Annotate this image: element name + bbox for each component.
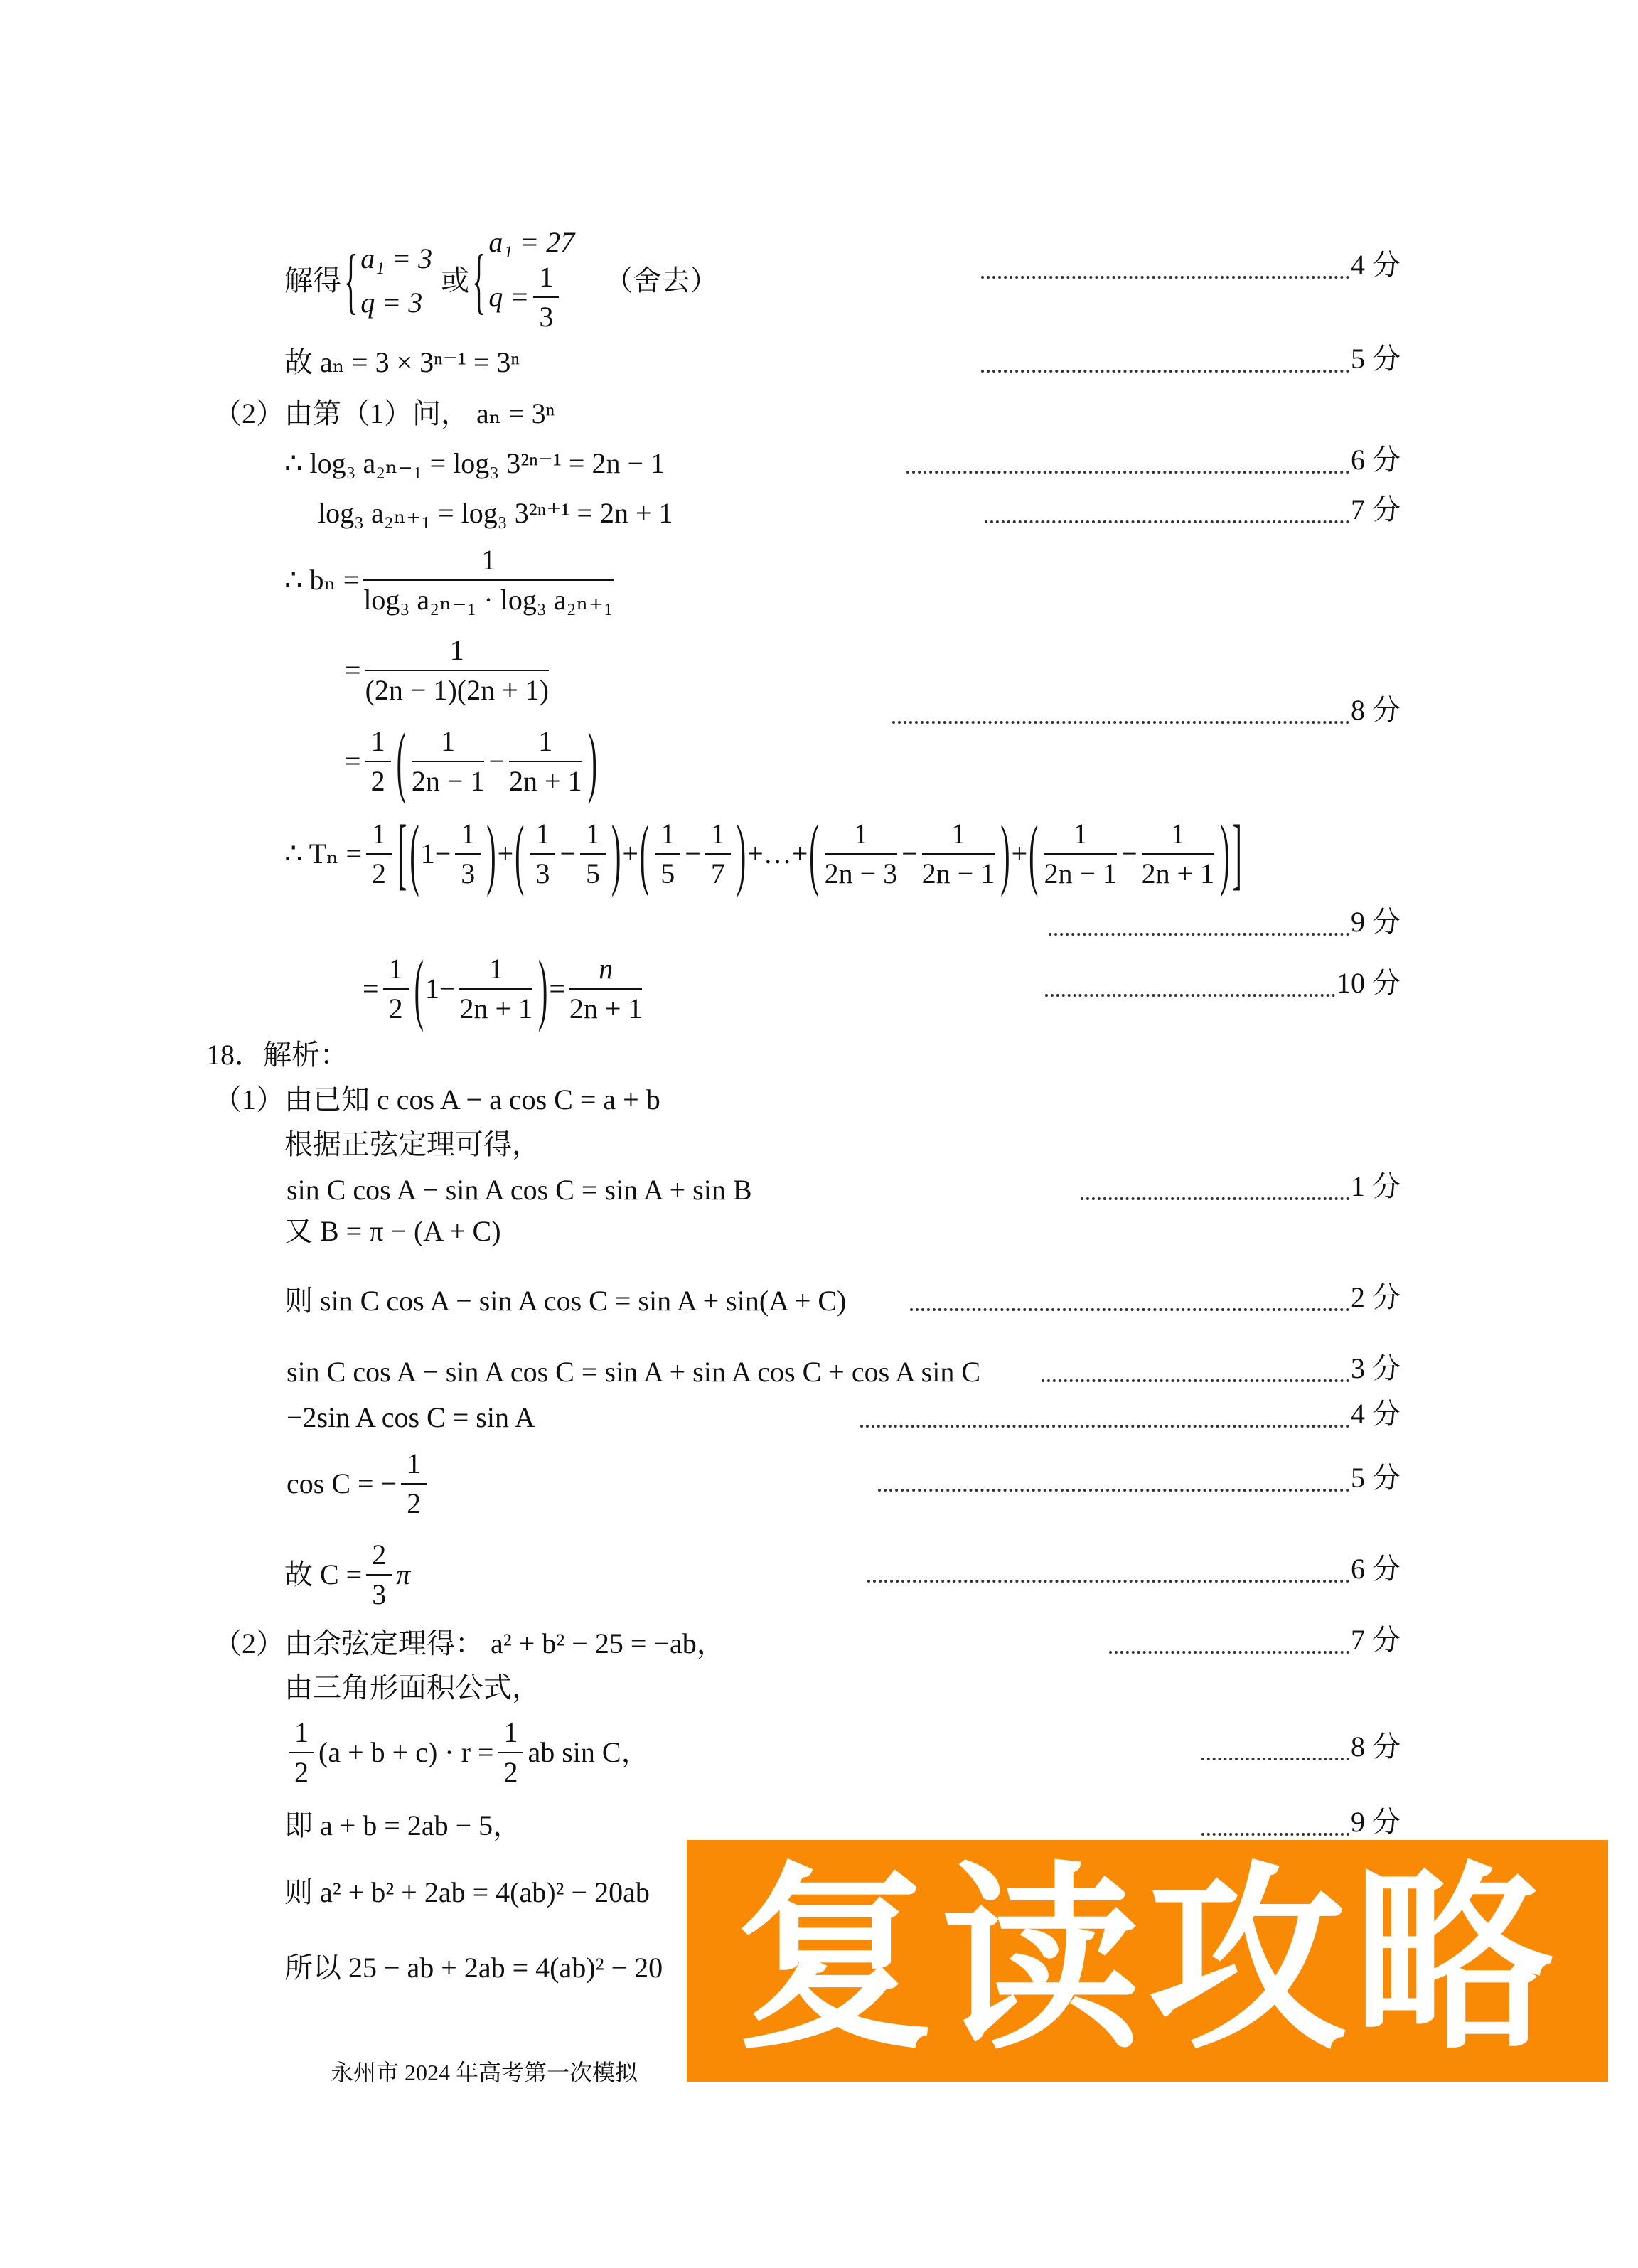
score-10 <box>1045 967 1401 1001</box>
page-footer: 永州市 2024 年高考第一次模拟 <box>331 2060 638 2085</box>
score-5 <box>981 343 1401 377</box>
equals: = <box>549 973 565 1005</box>
bn-def <box>284 544 618 616</box>
equals: = <box>345 745 361 777</box>
num: 1 <box>365 634 549 671</box>
fraction <box>580 818 606 890</box>
q18-sine-law: 根据正弦定理可得， <box>284 1128 540 1160</box>
paren: ( <box>410 808 419 898</box>
equals: = <box>345 654 361 686</box>
num: 1 <box>363 544 614 581</box>
paren: ) <box>736 808 746 898</box>
score-label: 5 分 <box>1351 343 1401 375</box>
pi: π <box>396 1558 411 1590</box>
num: 1 <box>365 725 391 762</box>
score-label: 6 分 <box>1351 1553 1401 1585</box>
end: ab sin C， <box>528 1736 650 1768</box>
bn-step2 <box>345 634 553 707</box>
fraction <box>922 818 995 890</box>
paren: ) <box>611 808 621 898</box>
q18-cosine-law: （2）由余弦定理得： a² + b² − 25 = −ab， <box>213 1627 725 1659</box>
num: 1 <box>530 818 555 855</box>
den: 2n + 1 <box>569 993 643 1025</box>
score-9 <box>1049 906 1401 940</box>
mid: (a + b + c) · r = <box>318 1736 494 1768</box>
den: 2 <box>388 993 403 1025</box>
log-even: log₃ a₂ₙ₊₁ = log₃ 3²ⁿ⁺¹ = 2n + 1 <box>318 497 673 529</box>
den: 5 <box>660 857 675 889</box>
dot-leader <box>867 1580 1349 1583</box>
q18-eq4: −2sin A cos C = sin A <box>287 1401 535 1433</box>
fraction <box>412 725 485 798</box>
num: 1 <box>922 818 995 855</box>
score-label: 1 分 <box>1351 1170 1401 1202</box>
num: 1 <box>509 725 582 762</box>
fraction <box>533 261 559 333</box>
score-8b <box>1201 1731 1401 1765</box>
an-formula: 故 aₙ = 3 × 3ⁿ⁻¹ = 3ⁿ <box>284 346 520 378</box>
num: 1 <box>455 818 481 855</box>
text-discard: （舍去） <box>604 264 719 296</box>
score-label: 9 分 <box>1351 1806 1401 1838</box>
tn-sum <box>284 808 1243 898</box>
den: 2n − 1 <box>411 765 485 797</box>
term: 1 <box>424 973 439 1005</box>
num: 1 <box>459 953 532 990</box>
q18-area-intro: 由三角形面积公式， <box>284 1671 540 1703</box>
minus: − <box>560 838 577 870</box>
den: (2n − 1)(2n + 1) <box>365 674 549 706</box>
score-8 <box>892 694 1401 728</box>
q18-sum-eq: 即 a + b = 2ab − 5， <box>284 1809 522 1841</box>
dot-leader <box>1042 1379 1349 1382</box>
fraction <box>366 1539 392 1611</box>
paren: ( <box>809 808 819 898</box>
den: 2n − 3 <box>824 857 898 889</box>
fraction <box>401 1448 427 1520</box>
eq-a1: a₁ = 3 <box>360 242 433 274</box>
q18-cosc <box>287 1448 431 1520</box>
fraction <box>530 818 555 890</box>
den: 2 <box>407 1487 422 1519</box>
paren: ( <box>639 808 650 898</box>
paren: ( <box>1029 808 1039 898</box>
num: 1 <box>412 725 485 762</box>
den: 2n − 1 <box>921 857 995 889</box>
dot-leader <box>910 1308 1349 1311</box>
score-label: 3 分 <box>1351 1352 1401 1384</box>
num: 1 <box>401 1448 427 1485</box>
watermark-text: 复读攻略 <box>735 1845 1560 2077</box>
num: 1 <box>1044 818 1118 855</box>
score-label: 6 分 <box>1351 444 1401 476</box>
plus: + <box>1011 838 1028 870</box>
den: 2n + 1 <box>509 765 582 797</box>
brace: { <box>344 238 358 322</box>
q18-c-value <box>284 1539 410 1611</box>
dot-leader <box>860 1425 1349 1428</box>
bn-lhs: ∴ bₙ = <box>284 564 360 596</box>
score-1 <box>1081 1170 1401 1204</box>
den: 2 <box>370 765 385 797</box>
dot-leader <box>1049 933 1349 936</box>
score-4 <box>981 249 1401 283</box>
fraction-half <box>366 818 392 890</box>
score-label: 7 分 <box>1351 493 1401 525</box>
den: 2 <box>294 1756 309 1788</box>
fraction <box>705 818 731 890</box>
plus: + <box>622 838 638 870</box>
paren: ) <box>486 808 496 898</box>
dot-leader <box>878 1489 1349 1492</box>
num: 1 <box>705 818 731 855</box>
den: 3 <box>461 857 476 889</box>
system-1 <box>360 242 433 319</box>
eq-q: q = 3 <box>360 287 423 319</box>
eq-q-lhs: q = <box>488 281 530 313</box>
score-label: 10 分 <box>1337 967 1401 999</box>
fraction-half <box>365 725 391 798</box>
den: 3 <box>539 301 554 333</box>
num: 1 <box>498 1716 523 1753</box>
paren: ( <box>414 943 424 1033</box>
q18-therefore: 所以 25 − ab + 2ab = 4(ab)² − 20 <box>284 1952 663 1984</box>
q18-area-eq <box>284 1716 650 1789</box>
num: 1 <box>655 818 680 855</box>
minus: − <box>901 838 918 870</box>
ellipsis: +…+ <box>747 838 808 870</box>
dot-leader <box>981 276 1349 279</box>
fraction <box>1142 818 1215 890</box>
fraction <box>509 725 582 798</box>
den: 2n − 1 <box>1044 857 1118 889</box>
den: 2n + 1 <box>459 993 533 1025</box>
score-6 <box>906 444 1401 478</box>
score-label: 7 分 <box>1351 1624 1401 1656</box>
score-label: 2 分 <box>1351 1281 1401 1313</box>
fraction <box>655 818 680 890</box>
score-label: 9 分 <box>1351 906 1401 938</box>
lhs: 故 C = <box>284 1558 363 1590</box>
dot-leader <box>892 721 1349 724</box>
bracket: ] <box>1232 808 1242 898</box>
dot-leader <box>1201 1758 1349 1760</box>
watermark-banner <box>687 1840 1608 2082</box>
fraction <box>365 634 549 707</box>
text-jiede: 解得 <box>284 264 341 296</box>
dot-leader <box>1081 1197 1349 1200</box>
fraction-half <box>289 1716 314 1789</box>
den: 2n + 1 <box>1141 857 1215 889</box>
part2-intro: （2）由第（1）问， aₙ = 3ⁿ <box>213 397 555 429</box>
q18-expand: 则 a² + b² + 2ab = 4(ab)² − 20ab <box>284 1876 650 1908</box>
minus: − <box>434 838 451 870</box>
dot-leader <box>1109 1651 1349 1654</box>
fraction <box>1044 818 1118 890</box>
num: 1 <box>383 953 409 990</box>
fraction <box>569 953 643 1025</box>
score-label: 8 分 <box>1351 1731 1401 1762</box>
q18-eq2: 则 sin C cos A − sin A cos C = sin A + sin(A + C) <box>284 1285 847 1317</box>
paren: ) <box>587 715 597 806</box>
dot-leader <box>985 520 1349 523</box>
num: 1 <box>825 818 898 855</box>
num: 1 <box>366 818 392 855</box>
paren: ( <box>515 808 525 898</box>
dot-leader <box>906 471 1349 474</box>
den: 3 <box>372 1578 387 1610</box>
den: 7 <box>710 857 725 889</box>
paren: ) <box>1000 808 1010 898</box>
score-4b <box>860 1398 1401 1432</box>
fraction <box>459 953 532 1025</box>
den: log₃ a₂ₙ₋₁ · log₃ a₂ₙ₊₁ <box>363 584 614 616</box>
score-3 <box>1042 1352 1401 1386</box>
bracket: [ <box>397 808 407 898</box>
num: n <box>569 953 643 990</box>
den: 3 <box>535 857 550 889</box>
den: 2 <box>503 1756 518 1788</box>
fraction <box>363 544 614 616</box>
fraction <box>455 818 481 890</box>
score-2 <box>910 1281 1401 1315</box>
score-7 <box>985 493 1401 528</box>
eq-a1-27: a₁ = 27 <box>488 226 575 258</box>
q18-b-def: 又 B = π − (A + C) <box>284 1215 501 1247</box>
tn-result <box>363 943 646 1033</box>
minus: − <box>685 838 701 870</box>
paren: ) <box>538 943 548 1033</box>
num: 1 <box>533 261 559 298</box>
score-6b <box>867 1553 1401 1587</box>
bn-step3 <box>345 715 599 806</box>
score-9b <box>1201 1806 1401 1840</box>
q18-title: 18．解析： <box>206 1039 348 1071</box>
score-label: 5 分 <box>1351 1462 1401 1494</box>
paren: ) <box>1220 808 1230 898</box>
fraction <box>825 818 898 890</box>
equals: = <box>363 973 379 1005</box>
q18-eq1: sin C cos A − sin A cos C = sin A + sin B <box>287 1174 752 1206</box>
score-7b <box>1109 1624 1401 1658</box>
minus: − <box>488 745 505 777</box>
num: 1 <box>580 818 606 855</box>
fraction-half <box>498 1716 523 1789</box>
term: 1 <box>420 838 435 870</box>
num: 2 <box>366 1539 392 1576</box>
minus: − <box>439 973 456 1005</box>
lhs: cos C = − <box>287 1467 397 1499</box>
score-label: 4 分 <box>1351 1398 1401 1430</box>
den: 2 <box>372 857 387 889</box>
score-5b <box>878 1462 1401 1496</box>
dot-leader <box>1045 994 1335 997</box>
q18-eq3: sin C cos A − sin A cos C = sin A + sin A cos C + cos A sin C <box>287 1356 980 1388</box>
q18-given: （1）由已知 c cos A − a cos C = a + b <box>213 1084 660 1116</box>
log-odd: ∴ log₃ a₂ₙ₋₁ = log₃ 3²ⁿ⁻¹ = 2n − 1 <box>284 447 665 479</box>
score-label: 8 分 <box>1351 694 1401 726</box>
minus: − <box>1121 838 1138 870</box>
solution-system <box>284 224 718 338</box>
paren: ( <box>396 715 406 806</box>
fraction-half <box>383 953 409 1025</box>
system-2 <box>488 228 574 333</box>
dot-leader <box>1201 1833 1349 1836</box>
tn-lhs: ∴ Tₙ = <box>284 838 363 870</box>
brace: { <box>472 238 486 322</box>
score-label: 4 分 <box>1351 249 1401 281</box>
plus: + <box>497 838 514 870</box>
den: 5 <box>586 857 601 889</box>
num: 1 <box>1142 818 1215 855</box>
text-or: 或 <box>441 264 470 296</box>
num: 1 <box>289 1716 314 1753</box>
dot-leader <box>981 370 1349 373</box>
